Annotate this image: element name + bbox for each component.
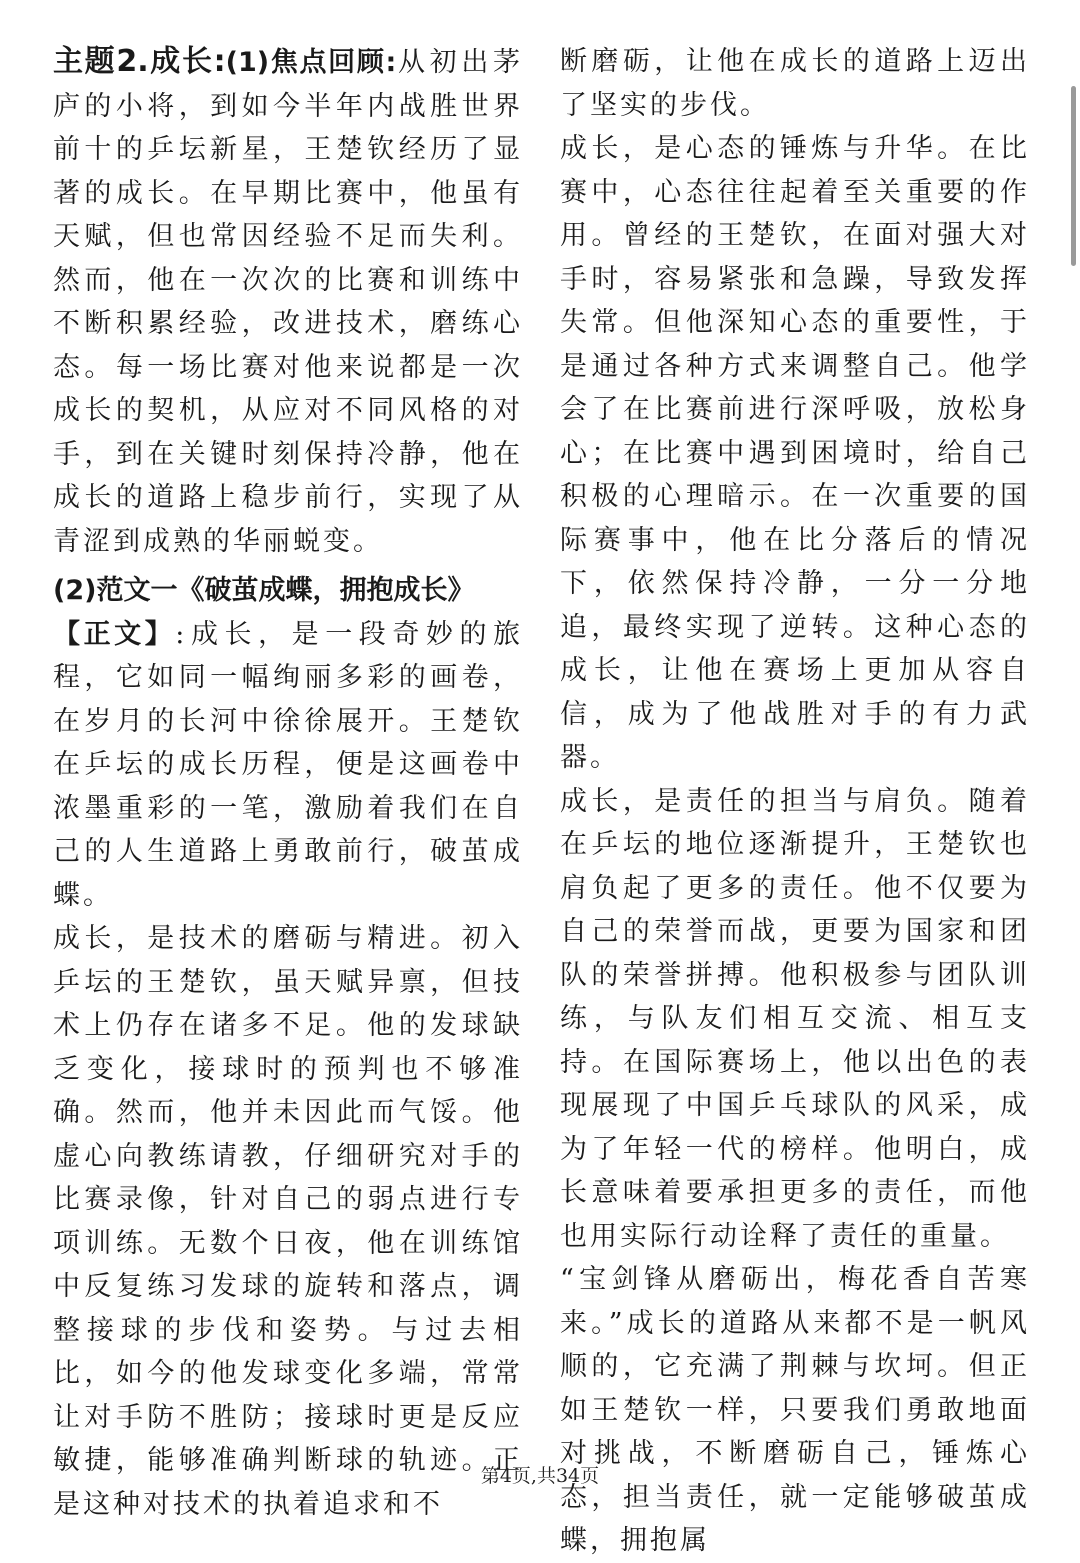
body-label-colon: :: [175, 618, 188, 650]
body-para-1-text: 成长，是一段奇妙的旅程，它如同一幅绚丽多彩的画卷，在岁月的长河中徐徐展开。王楚钦在乒坛的成长历程，便是这画卷中浓墨重彩的一笔，激励着我们在自己的人生道路上勇敢前行，破茧成蝶。: [53, 618, 524, 911]
topic-heading: 主题2.成长:: [53, 44, 226, 79]
right-column: [560, 40, 1030, 1563]
body-para-4: 成长，是责任的担当与肩负。随着在乒坛的地位逐渐提升，王楚钦也肩负起了更多的责任。他不仅要为自己的荣誉而战，更要为国家和团队的荣誉拼搏。他积极参与团队训练，与队友们相互交流、相互支持。在国际赛场上，他以出色的表现展现了中国乒乓球队的风采，成为了年轻一代的榜样。他明白，成长意味着要承担更多的责任，而他也用实际行动诠释了责任的重量。: [560, 785, 1030, 1252]
body-label: 【正文】: [53, 618, 176, 650]
body-para-2: 成长，是技术的磨砺与精进。初入乒坛的王楚钦，虽天赋异禀，但技术上仍存在诸多不足。他的发球缺乏变化，接球时的预判也不够准确。然而，他并未因此而气馁。他虚心向教练请教，仔细研究对手的比赛录像，针对自己的弱点进行专项训练。无数个日夜，他在训练馆中反复练习发球的旋转和落点，调整接球的步伐和姿势。与过去相比，如今的他发球变化多端，常常让对手防不胜防；接球时更是反应敏捷，能够准确判断球的轨迹。正是这种对技术的执着追求和不: [53, 923, 523, 1520]
body-para-5: “宝剑锋从磨砺出，梅花香自苦寒来。”成长的道路从来都不是一帆风顺的，它充满了荆棘与坎坷。但正如王楚钦一样，只要我们勇敢地面对挑战，不断磨砺自己，锤炼心态，担当责任，就一定能够破茧成蝶，拥抱属: [560, 1264, 1030, 1556]
scrollbar-thumb[interactable]: [1071, 86, 1076, 266]
body-para-3: 成长，是心态的锤炼与升华。在比赛中，心态往往起着至关重要的作用。曾经的王楚钦，在面对强大对手时，容易紧张和急躁，导致发挥失常。但他深知心态的重要性，于是通过各种方式来调整自己。他学会了在比赛前进行深呼吸，放松身心；在比赛中遇到困境时，给自己积极的心理暗示。在一次重要的国际赛事中，他在比分落后的情况下，依然保持冷静，一分一分地追，最终实现了逆转。这种心态的成长，让他在赛场上更加从容自信，成为了他战胜对手的有力武器。: [560, 133, 1030, 773]
body-para-2-continued: 断磨砺，让他在成长的道路上迈出了坚实的步伐。: [560, 46, 1030, 121]
body-para-1: [53, 613, 523, 918]
section1-paragraph: [53, 40, 523, 563]
section1-heading: (1)焦点回顾:: [225, 47, 397, 78]
left-column: [53, 40, 523, 1526]
page-indicator: 第4页,共34页: [480, 1465, 600, 1487]
essay-title-heading: (2)范文一《破茧成蝶，拥抱成长》: [53, 575, 475, 606]
section1-text: 从初出茅庐的小将，到如今半年内战胜世界前十的乒坛新星，王楚钦经历了显著的成长。在早期比赛中，他虽有天赋，但也常因经验不足而失利。然而，他在一次次的比赛和训练中不断积累经验，改进技术，磨练心态。每一场比赛对他来说都是一次成长的契机，从应对不同风格的对手，到在关键时刻保持冷静，他在成长的道路上稳步前行，实现了从青涩到成熟的华丽蜕变。: [53, 47, 523, 557]
